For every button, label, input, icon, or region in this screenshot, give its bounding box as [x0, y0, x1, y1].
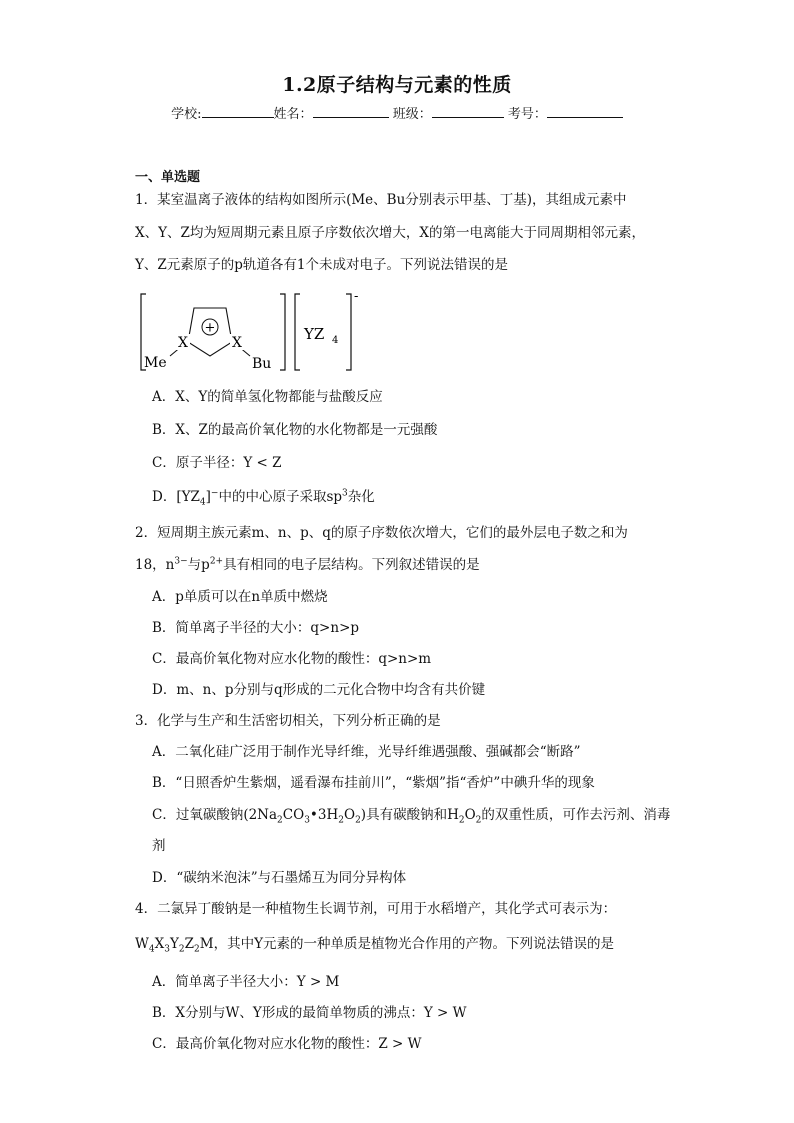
q1-stem-line2: X、Y、Z均为短周期元素且原子序数依次增大，X的第一电离能大于同周期相邻元素，	[135, 225, 646, 241]
q1-stem-line1: 1．某室温离子液体的结构如图所示(Me、Bu分别表示甲基、丁基)，其组成元素中	[135, 192, 627, 208]
name-blank[interactable]	[313, 105, 389, 118]
structure-diagram	[138, 290, 368, 374]
q4-f-m: M	[199, 936, 214, 952]
q3-stem-line1: 3．化学与生产和生活密切相关，下列分析正确的是	[135, 713, 441, 729]
q1-option-d[interactable]	[152, 488, 375, 508]
q4-l2-rest: ，其中Y元素的一种单质是植物光合作用的产物。下列说法错误的是	[213, 936, 615, 952]
q2-option-d[interactable]: D．m、n、p分别与q形成的二元化合物中均含有共价键	[152, 682, 486, 698]
q3-c-c: •3H	[309, 807, 339, 823]
q2-option-b[interactable]: B．简单离子半径的大小：q>n>p	[152, 620, 360, 636]
q4-option-b[interactable]: B．X分别与W、Y形成的最简单物质的沸点：Y > W	[152, 1005, 467, 1021]
q4-f-s2: 3	[164, 944, 170, 955]
q4-f-x: X	[154, 936, 165, 952]
q3-c-a: C．过氧碳酸钠(2Na	[152, 807, 278, 823]
class-blank[interactable]	[432, 105, 504, 118]
q1-d-mid: 中的中心原子采取sp	[218, 489, 343, 505]
exam-no-label: 考号：	[507, 107, 547, 122]
q1-d-prefix: D．	[152, 489, 177, 505]
q2-option-c[interactable]: C．最高价氧化物对应水化物的酸性：q>n>m	[152, 651, 432, 667]
name-label: 姓名：	[273, 107, 313, 122]
q1-d-sub: 4	[199, 497, 206, 508]
q3-option-c-cont: 剂	[152, 838, 166, 854]
q2-l2-c: 具有相同的电子层结构。下列叙述错误的是	[223, 557, 480, 573]
ionic-liquid-structure	[138, 290, 368, 374]
q4-f-w: W	[135, 936, 149, 952]
q3-c-e: )具有碳酸钠和H	[360, 807, 459, 823]
q2-option-a[interactable]: A．p单质可以在n单质中燃烧	[152, 589, 328, 605]
q4-f-s1: 4	[148, 944, 155, 955]
anion-charge: -	[354, 290, 359, 304]
q3-option-d[interactable]: D．“碳纳米泡沫”与石墨烯互为同分异构体	[152, 870, 407, 886]
q3-c-s1: 2	[277, 815, 283, 826]
school-blank[interactable]	[202, 105, 274, 118]
q4-f-z: Z	[184, 936, 195, 952]
q3-c-s2: 3	[304, 815, 310, 826]
q4-option-c[interactable]: C．最高价氧化物对应水化物的酸性：Z > W	[152, 1036, 422, 1052]
q1-d-bracket: ]	[205, 489, 211, 505]
q1-d-end: 杂化	[347, 489, 375, 505]
q2-stem-line2	[135, 557, 480, 573]
q1-option-c[interactable]: C．原子半径：Y < Z	[152, 455, 282, 471]
anion-formula: YZ	[304, 325, 325, 343]
atom-x-left: X	[178, 335, 188, 351]
butyl-label: Bu	[252, 356, 272, 372]
q1-option-a[interactable]: A．X、Y的简单氢化物都能与盐酸反应	[152, 389, 383, 405]
q3-c-s3: 2	[338, 815, 344, 826]
q2-l2-sup1: 3−	[174, 556, 188, 567]
section-heading: 一、单选题	[135, 170, 201, 185]
q3-c-s5: 2	[458, 815, 465, 826]
methyl-label: Me	[144, 355, 167, 371]
page-title: 1.2原子结构与元素的性质	[282, 74, 512, 96]
q1-option-b[interactable]: B．X、Z的最高价氧化物的水化物都是一元强酸	[152, 422, 438, 438]
q1-d-sp3: 3	[342, 488, 348, 499]
q3-c-b: CO	[282, 807, 305, 823]
q1-stem-line3: Y、Z元素原子的p轨道各有1个未成对电子。下列说法错误的是	[135, 257, 509, 273]
class-label: 班级：	[392, 107, 432, 122]
q3-c-g: 的双重性质，可作去污剂、消毒	[481, 807, 671, 823]
q4-stem-line2	[135, 936, 615, 955]
school-label: 学校:	[171, 107, 202, 122]
q2-l2-sup2: 2+	[209, 556, 224, 567]
q4-f-s4: 2	[194, 944, 200, 955]
q2-l2-a: 18，n	[135, 557, 175, 573]
q2-l2-b: 与p	[187, 557, 210, 573]
q4-stem-line1: 4．二氯异丁酸钠是一种植物生长调节剂，可用于水稻增产，其化学式可表示为：	[135, 901, 617, 917]
q2-stem-line1: 2．短周期主族元素m、n、p、q的原子序数依次增大，它们的最外层电子数之和为	[135, 525, 628, 541]
atom-x-right: X	[232, 335, 242, 351]
q3-c-s6: 2	[475, 815, 482, 826]
q1-d-charge: −	[210, 488, 219, 499]
q4-f-y: Y	[169, 936, 179, 952]
q3-c-s4: 2	[355, 815, 361, 826]
anion-subscript: 4	[332, 335, 339, 346]
q3-c-f: O	[464, 807, 476, 823]
q1-d-formula: [YZ	[176, 489, 200, 505]
q4-option-a[interactable]: A．简单离子半径大小：Y > M	[152, 974, 340, 990]
student-info-line	[0, 103, 794, 122]
exam-no-blank[interactable]	[547, 105, 623, 118]
plus-sign: +	[204, 320, 216, 336]
q3-c-d: O	[343, 807, 356, 823]
q4-f-s3: 2	[178, 944, 185, 955]
q3-option-c[interactable]	[152, 807, 671, 826]
q3-option-a[interactable]: A．二氧化硅广泛用于制作光导纤维，光导纤维遇强酸、强碱都会“断路”	[152, 744, 581, 760]
q3-option-b[interactable]: B．“日照香炉生紫烟，遥看瀑布挂前川”，“紫烟”指“香炉”中碘升华的现象	[152, 775, 595, 791]
